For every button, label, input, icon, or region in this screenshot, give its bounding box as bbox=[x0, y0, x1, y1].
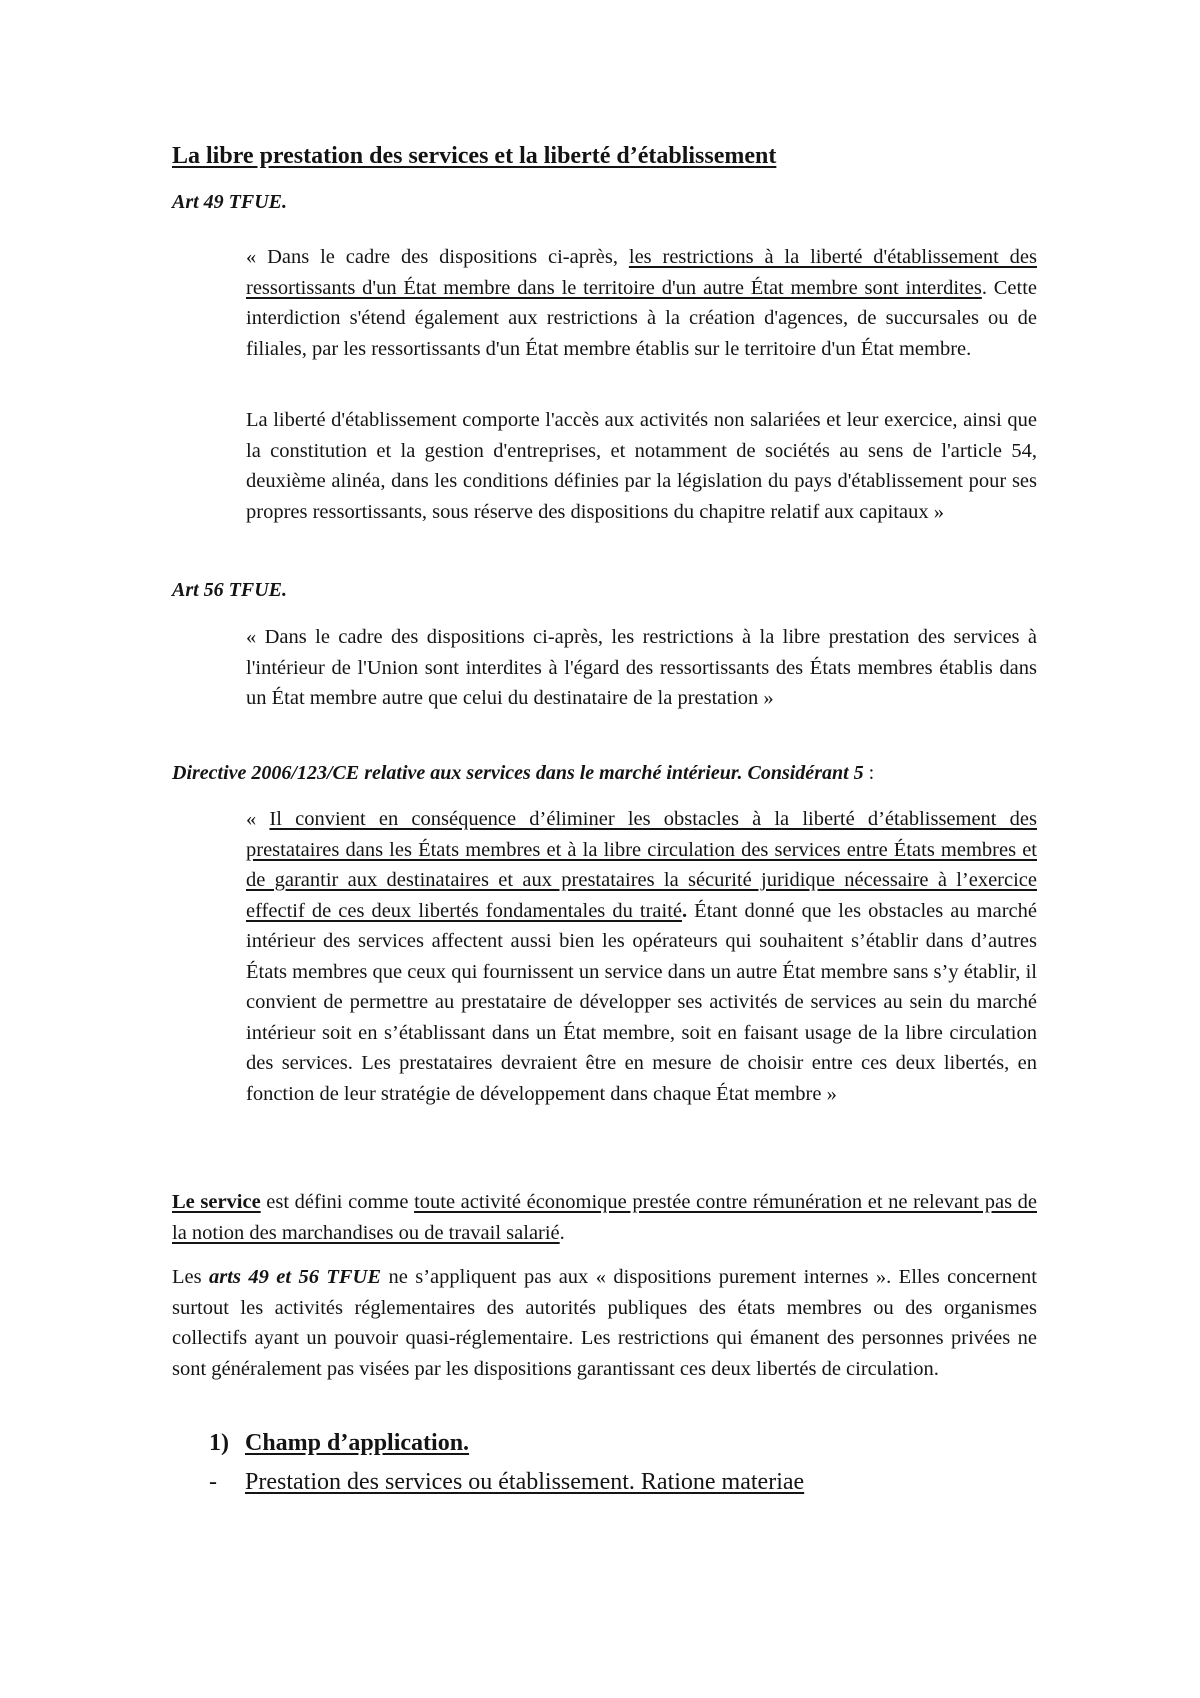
subsection-bullet: - bbox=[209, 1469, 217, 1495]
directive-paragraph bbox=[246, 804, 1037, 1109]
directive-paragraph-rest: Étant donné que les obstacles au marché intérieur des services affectent aussi bien les opérateurs qui souhaitent s’établir dans d’autres États membres que ceux qui fournissent un service dans un autre État membre sans s’y établir, il convient de permettre au prestataire de développer ses activités de services au sein du marché intérieur soit en s’établissant dans un État membre, soit en faisant usage de la libre circulation des services. Les prestataires devraient être en mesure de choisir entre ces deux libertés, en fonction de leur stratégie de développement dans chaque État membre » bbox=[246, 899, 1037, 1105]
art56-paragraph: « Dans le cadre des dispositions ci-après, les restrictions à la libre prestation des services à l'intérieur de l'Union sont interdites à l'égard des ressortissants des États membres établis dans un État membre autre que celui du destinataire de la prestation » bbox=[246, 626, 1037, 709]
section-1-title: Champ d’application. bbox=[245, 1430, 470, 1456]
directive-heading bbox=[172, 762, 874, 785]
art49-paragraph-2: La liberté d'établissement comporte l'accès aux activités non salariées et leur exercice, ainsi que la constitution et la gestion d'entreprises, et notamment de sociétés au sens de l'article 54, deuxième alinéa, dans les conditions définies par la législation du pays d'établissement pour ses propres ressortissants, sous réserve des dispositions du chapitre relatif aux capitaux » bbox=[246, 409, 1037, 523]
arts-paragraph bbox=[172, 1262, 1037, 1384]
art49-heading: Art 49 TFUE. bbox=[172, 191, 288, 213]
art49-underlined-text: les restrictions à la liberté d'établissement des ressortissants d'un État membre dans le territoire d'un autre État membre sont interdites bbox=[246, 246, 1038, 299]
directive-bold-dot: . bbox=[682, 899, 688, 922]
section-1-number: 1) bbox=[209, 1430, 229, 1456]
directive-quote-open: « bbox=[246, 808, 270, 830]
service-end: . bbox=[559, 1221, 565, 1244]
arts-reference: arts 49 et 56 TFUE bbox=[209, 1266, 382, 1288]
service-definition-text: toute activité économique prestée contre rémunération et ne relevant pas de la notion des marchandises ou de travail salarié bbox=[172, 1191, 1037, 1244]
subsection-heading bbox=[209, 1469, 804, 1496]
service-middle: est défini comme bbox=[260, 1191, 415, 1213]
art49-paragraph-1 bbox=[246, 242, 1037, 364]
directive-heading-colon: : bbox=[863, 762, 875, 784]
art49-paragraph-1-rest: . Cette interdiction s'étend également aux restrictions à la création d'agences, de succursales ou de filiales, par les ressortissants d'un État membre établis sur le territoire d'un État membre. bbox=[246, 276, 1038, 360]
directive-underlined-text: Il convient en conséquence d’éliminer les obstacles à la liberté d’établissement des prestataires dans les États membres et à la libre circulation des services entre États membres et de garantir aux destinataires et aux prestataires la sécurité juridique nécessaire à l’exercice effectif de ces deux libertés fondamentales du traité bbox=[246, 808, 1038, 922]
section-1-heading bbox=[209, 1430, 469, 1457]
document-title: La libre prestation des services et la liberté d’établissement bbox=[172, 143, 777, 169]
arts-start: Les bbox=[172, 1266, 210, 1288]
art49-quote-open: « Dans le cadre des dispositions ci-après, bbox=[246, 246, 629, 268]
arts-rest: ne s’appliquent pas aux « dispositions purement internes ». Elles concernent surtout les activités réglementaires des autorités publiques des états membres ou des organismes collectifs ayant un pouvoir quasi-réglementaire. Les restrictions qui émanent des personnes privées ne sont généralement pas visées par les dispositions garantissant ces deux libertés de circulation. bbox=[172, 1266, 1038, 1380]
directive-heading-text: Directive 2006/123/CE relative aux services dans le marché intérieur. Considérant 5 bbox=[172, 762, 864, 784]
art56-heading: Art 56 TFUE. bbox=[172, 579, 288, 601]
subsection-title: Prestation des services ou établissement. Ratione materiae bbox=[245, 1469, 805, 1495]
service-term: Le service bbox=[172, 1191, 261, 1213]
service-definition bbox=[172, 1187, 1037, 1248]
